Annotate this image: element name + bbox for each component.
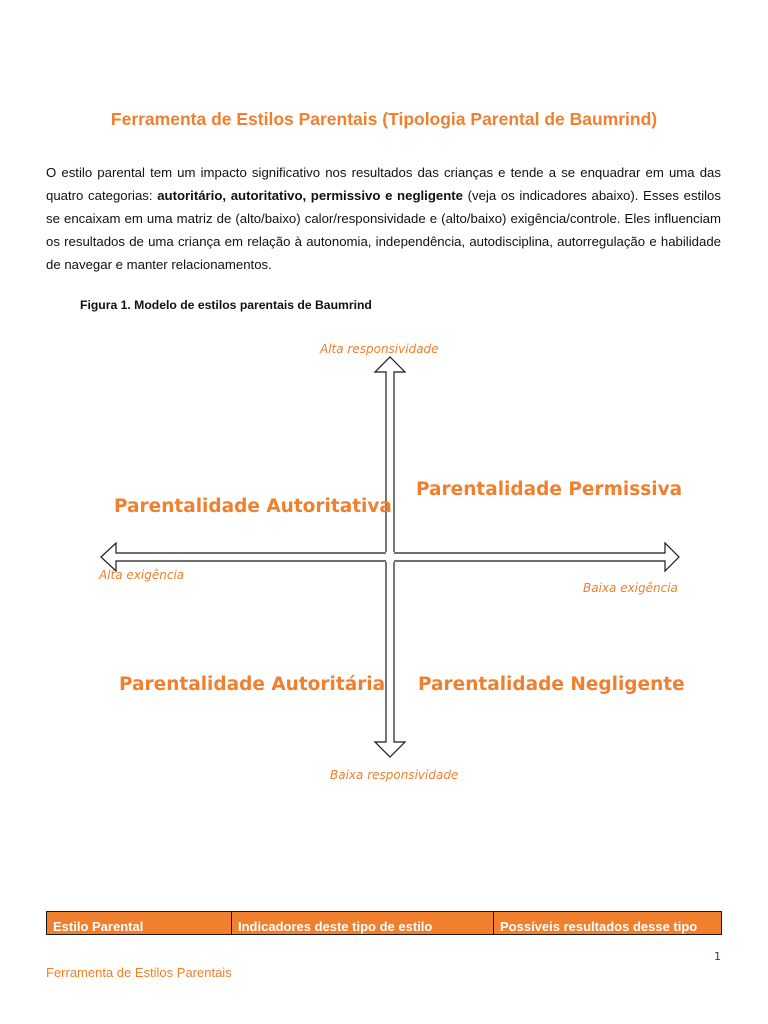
arrow-down-shape: [375, 562, 405, 757]
arrow-left-shape: [101, 543, 386, 571]
arrow-right-shape: [394, 543, 679, 571]
axis-label-top: Alta responsividade: [320, 342, 439, 356]
parenting-styles-table: [46, 911, 722, 935]
document-title: Ferramenta de Estilos Parentais (Tipologia Parental de Baumrind): [110, 109, 658, 129]
intro-text-1: O estilo parental tem um impacto significativo nos resultados das crianças e tende a se enquadrar em uma das quatro categorias:: [46, 165, 721, 203]
axis-label-right: Baixa exigência: [583, 581, 678, 595]
arrow-up-shape: [375, 357, 405, 552]
quadrant-authoritative: Parentalidade Autoritativa: [114, 496, 392, 517]
table-header-outcomes: Possíveis resultados desse tipo: [494, 912, 722, 935]
table-header-row: [47, 912, 722, 935]
intro-text-2: (veja os indicadores abaixo). Esses estilos se encaixam em uma matriz de (alto/baixo) calor/responsividade e (alto/baixo) exigência/controle. Eles influenciam os resultados de uma criança em relação à autonomia, independência, autodisciplina, autorregulação e habilidade de navegar e manter relacionamentos.: [46, 188, 721, 272]
axis-label-bottom: Baixa responsividade: [330, 768, 459, 782]
figure-caption: Figura 1. Modelo de estilos parentais de Baumrind: [80, 298, 372, 312]
table-header-style: Estilo Parental: [47, 912, 232, 935]
page-number: 1: [714, 950, 721, 963]
footer-text: Ferramenta de Estilos Parentais: [46, 965, 232, 980]
table-header-indicators: Indicadores deste tipo de estilo: [232, 912, 494, 935]
intro-bold-styles: autoritário, autoritativo, permissivo e negligente: [157, 188, 463, 203]
axis-label-left: Alta exigência: [99, 568, 185, 582]
quadrant-authoritarian: Parentalidade Autoritária: [119, 674, 386, 695]
quadrant-neglectful: Parentalidade Negligente: [418, 674, 685, 695]
quadrant-permissive: Parentalidade Permissiva: [416, 479, 683, 500]
